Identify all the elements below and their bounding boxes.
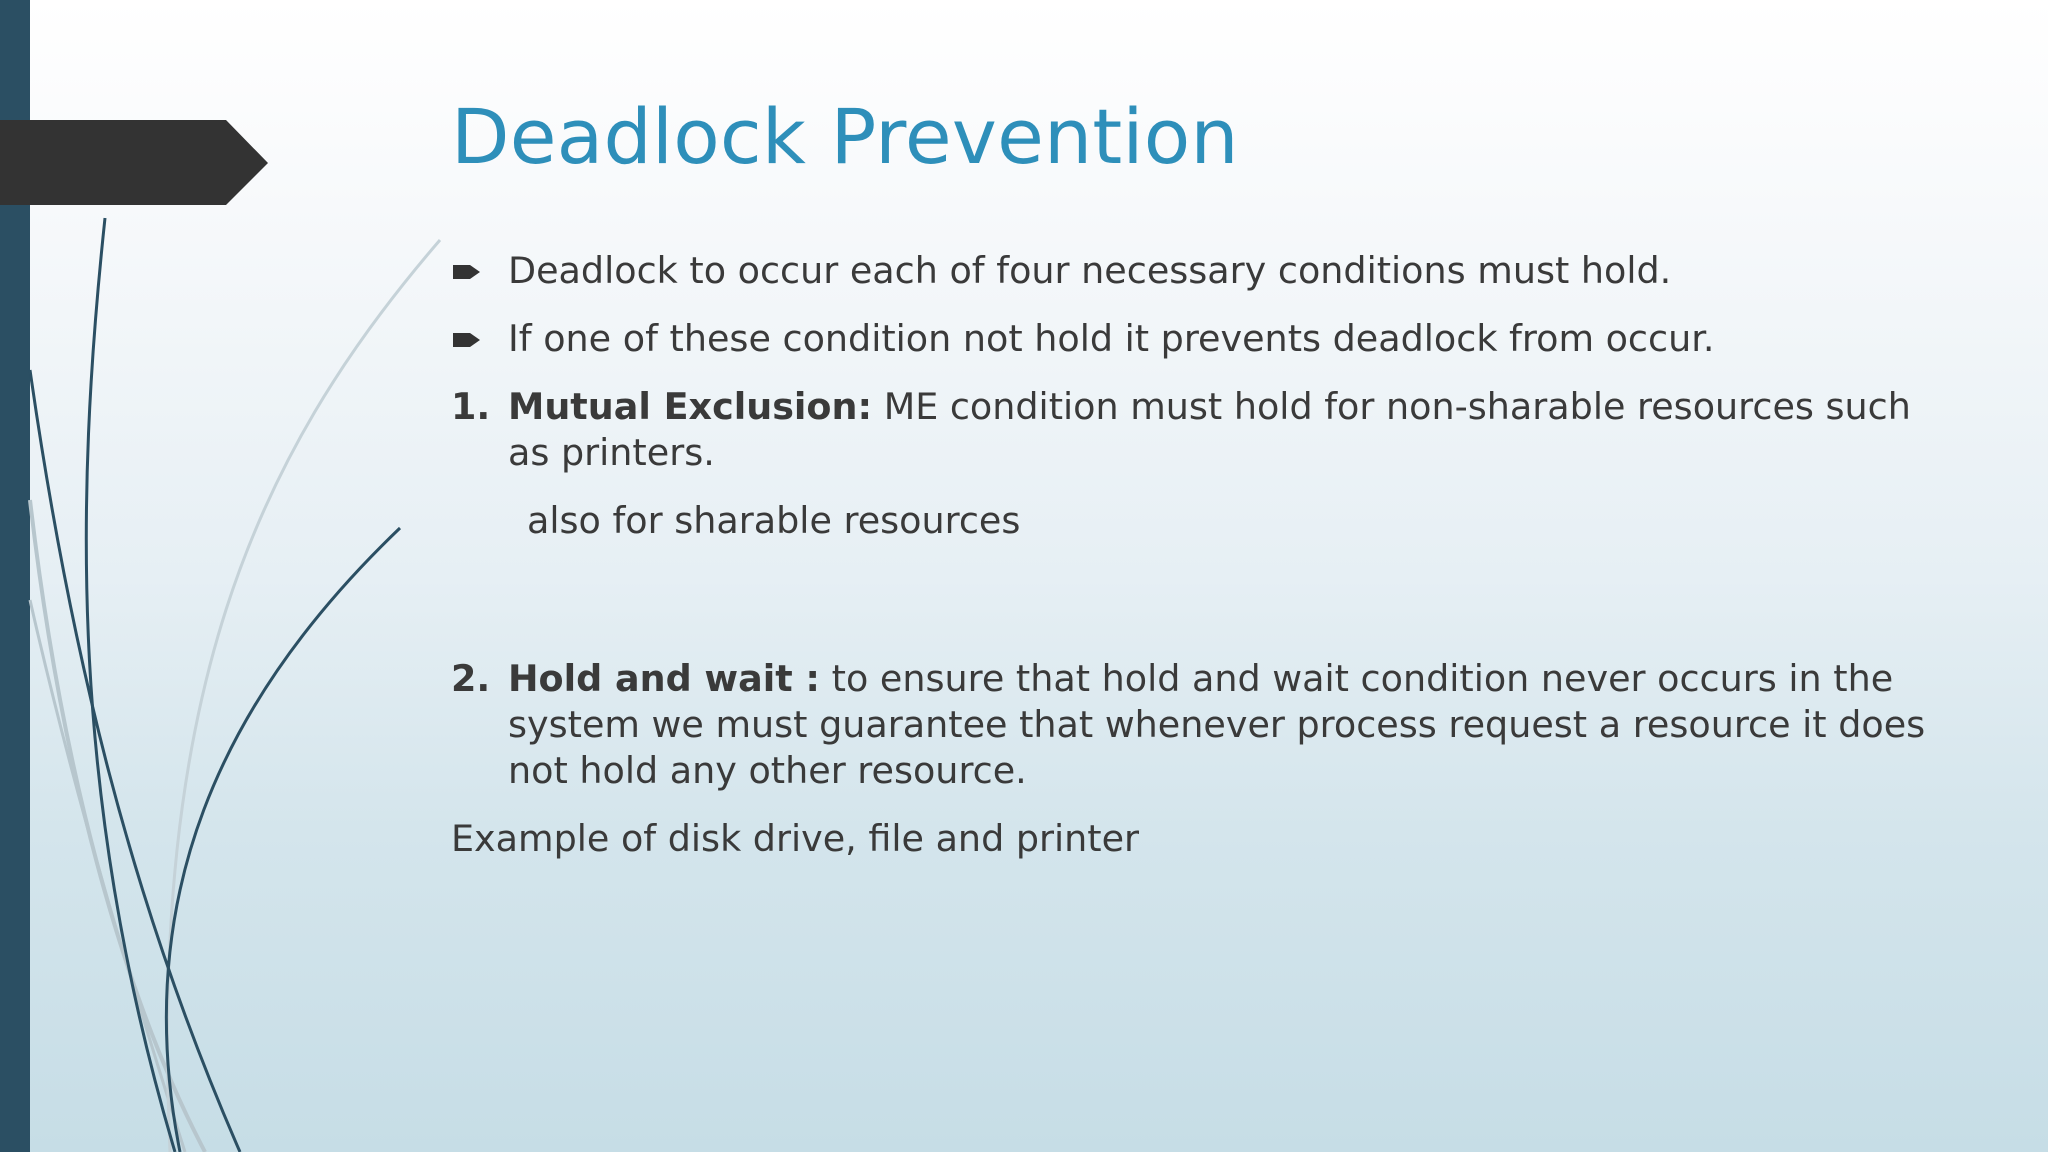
bullet-item xyxy=(451,248,1951,294)
item-number: 2. xyxy=(451,657,491,700)
decorative-curve xyxy=(86,218,175,1152)
item-term: Hold and wait : xyxy=(508,657,821,700)
item-text: ME condition must hold for non-sharable resources such as printers. xyxy=(508,385,1911,474)
numbered-item xyxy=(451,384,1951,476)
arrow-bullet-icon xyxy=(453,330,481,350)
decorative-curve xyxy=(167,240,440,1152)
sub-note: also for sharable resources xyxy=(527,499,1021,542)
example-text: Example of disk drive, file and printer xyxy=(451,817,1140,860)
bullet-text: If one of these condition not hold it prevents deadlock from occur. xyxy=(508,317,1715,360)
item-text: to ensure that hold and wait condition never occurs in the system we must guarantee that whenever process request a resource it does not hold any other resource. xyxy=(508,657,1926,792)
numbered-item xyxy=(451,656,1951,794)
bullet-text: Deadlock to occur each of four necessary conditions must hold. xyxy=(508,249,1672,292)
title-tab-shape xyxy=(0,120,268,205)
item-term: Mutual Exclusion: xyxy=(508,385,873,428)
page-title: Deadlock Prevention xyxy=(451,92,1239,181)
bullet-item xyxy=(451,316,1951,362)
spacer xyxy=(451,566,1951,656)
decorative-curve xyxy=(30,370,240,1152)
arrow-bullet-icon xyxy=(453,262,481,282)
slide-body xyxy=(451,248,1951,862)
decorative-curve xyxy=(30,600,185,1152)
item-number: 1. xyxy=(451,385,491,428)
